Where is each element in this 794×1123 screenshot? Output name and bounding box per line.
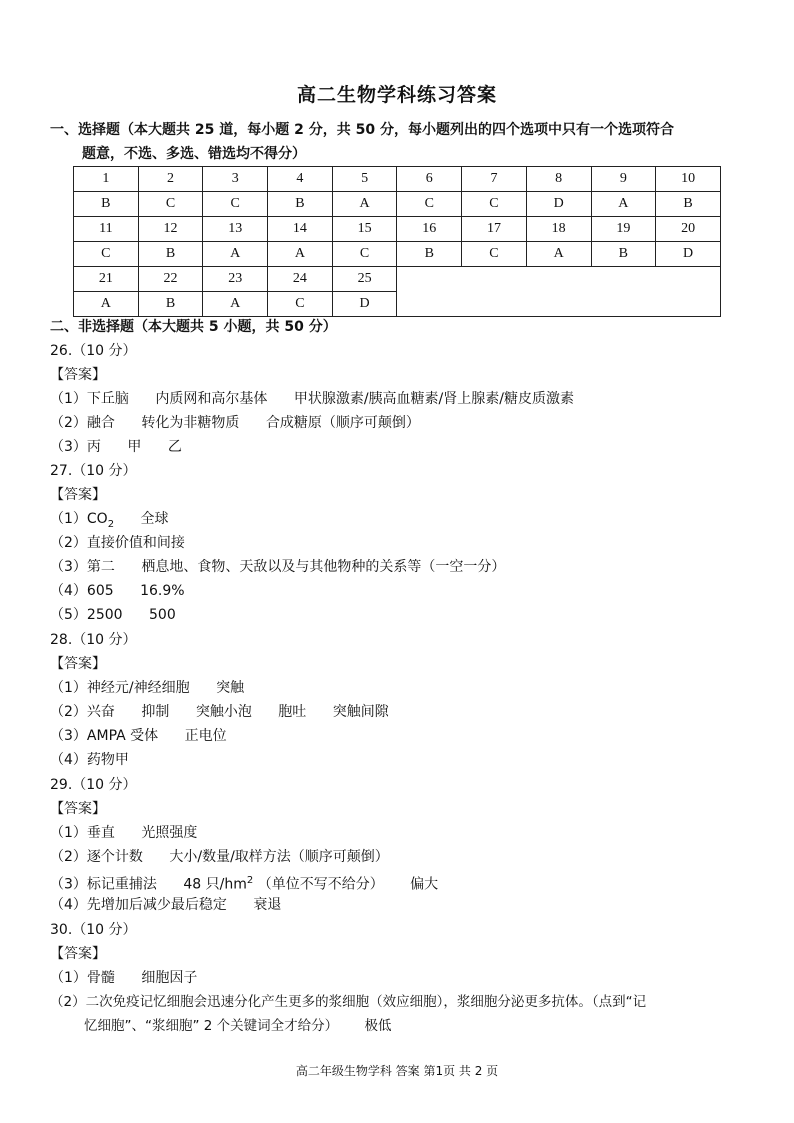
table-row-answers-2 xyxy=(74,242,721,267)
page-title: 高二生物学科练习答案 xyxy=(296,84,497,106)
answer-text: 500 xyxy=(149,607,176,623)
table-cell: A xyxy=(268,242,333,267)
answer-text: 光照强度 xyxy=(141,825,198,841)
table-cell: A xyxy=(203,242,268,267)
answer-label: 【答案】 xyxy=(50,656,106,672)
q28-line-4: （4）药物甲 xyxy=(50,752,129,768)
q26-line-1 xyxy=(50,387,574,411)
answer-text: （4）605 xyxy=(50,583,114,599)
q26-line-2 xyxy=(50,411,420,435)
table-cell: 4 xyxy=(268,167,333,192)
table-cell: 8 xyxy=(526,167,591,192)
table-row-nums-3 xyxy=(74,267,721,292)
q29-header: 29.（10 分） xyxy=(50,777,137,793)
table-cell: 3 xyxy=(203,167,268,192)
table-row-answers-1 xyxy=(74,192,721,217)
table-cell: 5 xyxy=(332,167,397,192)
answer-text: （1）神经元/神经细胞 xyxy=(50,680,190,696)
answer-text: （单位不写不给分） xyxy=(257,876,384,893)
answer-label: 【答案】 xyxy=(50,487,106,503)
section1-heading xyxy=(50,118,750,166)
q28-line-2 xyxy=(50,700,389,724)
q29-line-1 xyxy=(50,821,197,845)
table-cell: 13 xyxy=(203,217,268,242)
table-cell: 22 xyxy=(138,267,203,292)
answer-text: （5）2500 xyxy=(50,607,123,623)
table-cell: A xyxy=(526,242,591,267)
q29-line-4 xyxy=(50,893,281,917)
table-cell: C xyxy=(397,192,462,217)
table-cell: 17 xyxy=(462,217,527,242)
answer-label: 【答案】 xyxy=(50,946,106,962)
table-cell: C xyxy=(268,292,333,317)
table-cell: 24 xyxy=(268,267,333,292)
table-row-nums-2 xyxy=(74,217,721,242)
table-cell: 18 xyxy=(526,217,591,242)
answer-text: 胞吐 xyxy=(278,704,307,720)
table-cell: C xyxy=(203,192,268,217)
answer-text-continued xyxy=(50,1014,750,1038)
table-cell: 7 xyxy=(462,167,527,192)
q29-line-2 xyxy=(50,845,389,869)
answer-text: （1）垂直 xyxy=(50,825,115,841)
table-cell: C xyxy=(332,242,397,267)
answer-text: 16.9% xyxy=(140,583,185,599)
q26-line-3 xyxy=(50,435,182,459)
answer-text: 甲 xyxy=(127,439,142,455)
answer-text: 突触 xyxy=(216,680,245,696)
table-cell: 6 xyxy=(397,167,462,192)
q27-line-3 xyxy=(50,555,505,579)
table-cell: C xyxy=(74,242,139,267)
table-cell: 25 xyxy=(332,267,397,292)
answer-text: （2）兴奋 xyxy=(50,704,115,720)
table-cell: D xyxy=(332,292,397,317)
subscript: 2 xyxy=(107,518,115,530)
table-cell: C xyxy=(138,192,203,217)
q30-line-2 xyxy=(50,990,750,1038)
answer-text: （2）融合 xyxy=(50,415,115,431)
answer-text: 正电位 xyxy=(184,728,227,744)
answer-text: 内质网和高尔基体 xyxy=(155,391,268,407)
table-cell: B xyxy=(397,242,462,267)
answer-text: 抑制 xyxy=(141,704,170,720)
answer-text: 合成糖原（顺序可颠倒） xyxy=(265,415,420,431)
answer-text: （4）先增加后减少最后稳定 xyxy=(50,897,227,913)
answer-text: 48 只/hm xyxy=(183,876,247,893)
answer-text: 大小/数量/取样方法（顺序可颠倒） xyxy=(169,849,389,865)
answer-text: 转化为非糖物质 xyxy=(141,415,240,431)
q27-line-4 xyxy=(50,579,185,603)
section1-heading-line2: 题意，不选、多选、错选均不得分） xyxy=(82,146,306,162)
q27-line-5 xyxy=(50,603,176,627)
table-cell: C xyxy=(462,242,527,267)
answer-text: 偏大 xyxy=(410,876,439,893)
table-cell: 15 xyxy=(332,217,397,242)
table-cell: 14 xyxy=(268,217,333,242)
answer-text: 突触间隙 xyxy=(332,704,389,720)
table-cell: 19 xyxy=(591,217,656,242)
q26-header: 26.（10 分） xyxy=(50,343,137,359)
answer-text: （1）CO xyxy=(50,511,108,527)
answer-text: 乙 xyxy=(167,439,182,455)
answer-text: （3）标记重捕法 xyxy=(50,876,157,893)
answer-text: 栖息地、食物、天敌以及与其他物种的关系等（一空一分） xyxy=(141,559,506,575)
answer-text: （2）逐个计数 xyxy=(50,849,143,865)
table-cell: 2 xyxy=(138,167,203,192)
table-cell: A xyxy=(74,292,139,317)
table-cell: A xyxy=(332,192,397,217)
table-cell: 10 xyxy=(656,167,721,192)
table-cell: B xyxy=(591,242,656,267)
table-cell: 23 xyxy=(203,267,268,292)
table-cell: B xyxy=(268,192,333,217)
answer-text: 突触小泡 xyxy=(195,704,252,720)
q30-line-1 xyxy=(50,966,197,990)
answer-text: 全球 xyxy=(140,511,169,527)
table-cell: D xyxy=(656,242,721,267)
section2-heading: 二、非选择题（本大题共 5 小题，共 50 分） xyxy=(50,319,337,335)
q28-header: 28.（10 分） xyxy=(50,632,137,648)
answer-text: （2）二次免疫记忆细胞会迅速分化产生更多的浆细胞（效应细胞），浆细胞分泌更多抗体。（点到“记 xyxy=(50,994,647,1010)
table-cell: 21 xyxy=(74,267,139,292)
table-cell: 1 xyxy=(74,167,139,192)
table-cell: 20 xyxy=(656,217,721,242)
answer-text: 细胞因子 xyxy=(141,970,198,986)
answer-text: 极低 xyxy=(364,1018,392,1034)
q27-header: 27.（10 分） xyxy=(50,463,137,479)
table-cell: B xyxy=(138,292,203,317)
answer-text: （1）骨髓 xyxy=(50,970,115,986)
q28-line-1 xyxy=(50,676,244,700)
table-cell: 11 xyxy=(74,217,139,242)
table-cell: A xyxy=(591,192,656,217)
section1-heading-line1: 一、选择题（本大题共 25 道，每小题 2 分，共 50 分，每小题列出的四个选项中只有一个选项符合 xyxy=(50,122,674,138)
answer-text: 甲状腺激素/胰高血糖素/肾上腺素/糖皮质激素 xyxy=(293,391,574,407)
table-cell: 16 xyxy=(397,217,462,242)
table-cell: B xyxy=(74,192,139,217)
answer-text: （1）下丘脑 xyxy=(50,391,129,407)
q27-line-2: （2）直接价值和间接 xyxy=(50,535,185,551)
answer-text: 衰退 xyxy=(253,897,282,913)
answer-text: （3）第二 xyxy=(50,559,115,575)
table-cell: 9 xyxy=(591,167,656,192)
q30-header: 30.（10 分） xyxy=(50,922,137,938)
table-blank-cell xyxy=(397,267,721,317)
q28-line-3 xyxy=(50,724,227,748)
answer-label: 【答案】 xyxy=(50,801,106,817)
superscript: 2 xyxy=(246,875,254,886)
table-cell: B xyxy=(656,192,721,217)
answer-text: （3）丙 xyxy=(50,439,101,455)
answer-text: （3）AMPA 受体 xyxy=(50,728,159,744)
answer-text: 忆细胞”、“浆细胞” 2 个关键词全才给分） xyxy=(84,1018,339,1034)
table-row-nums-1 xyxy=(74,167,721,192)
table-cell: 12 xyxy=(138,217,203,242)
table-cell: C xyxy=(462,192,527,217)
table-cell: B xyxy=(138,242,203,267)
table-cell: D xyxy=(526,192,591,217)
answer-label: 【答案】 xyxy=(50,367,106,383)
table-cell: A xyxy=(203,292,268,317)
answer-table xyxy=(73,166,721,317)
page-footer: 高二年级生物学科 答案 第1页 共 2 页 xyxy=(295,1064,499,1078)
